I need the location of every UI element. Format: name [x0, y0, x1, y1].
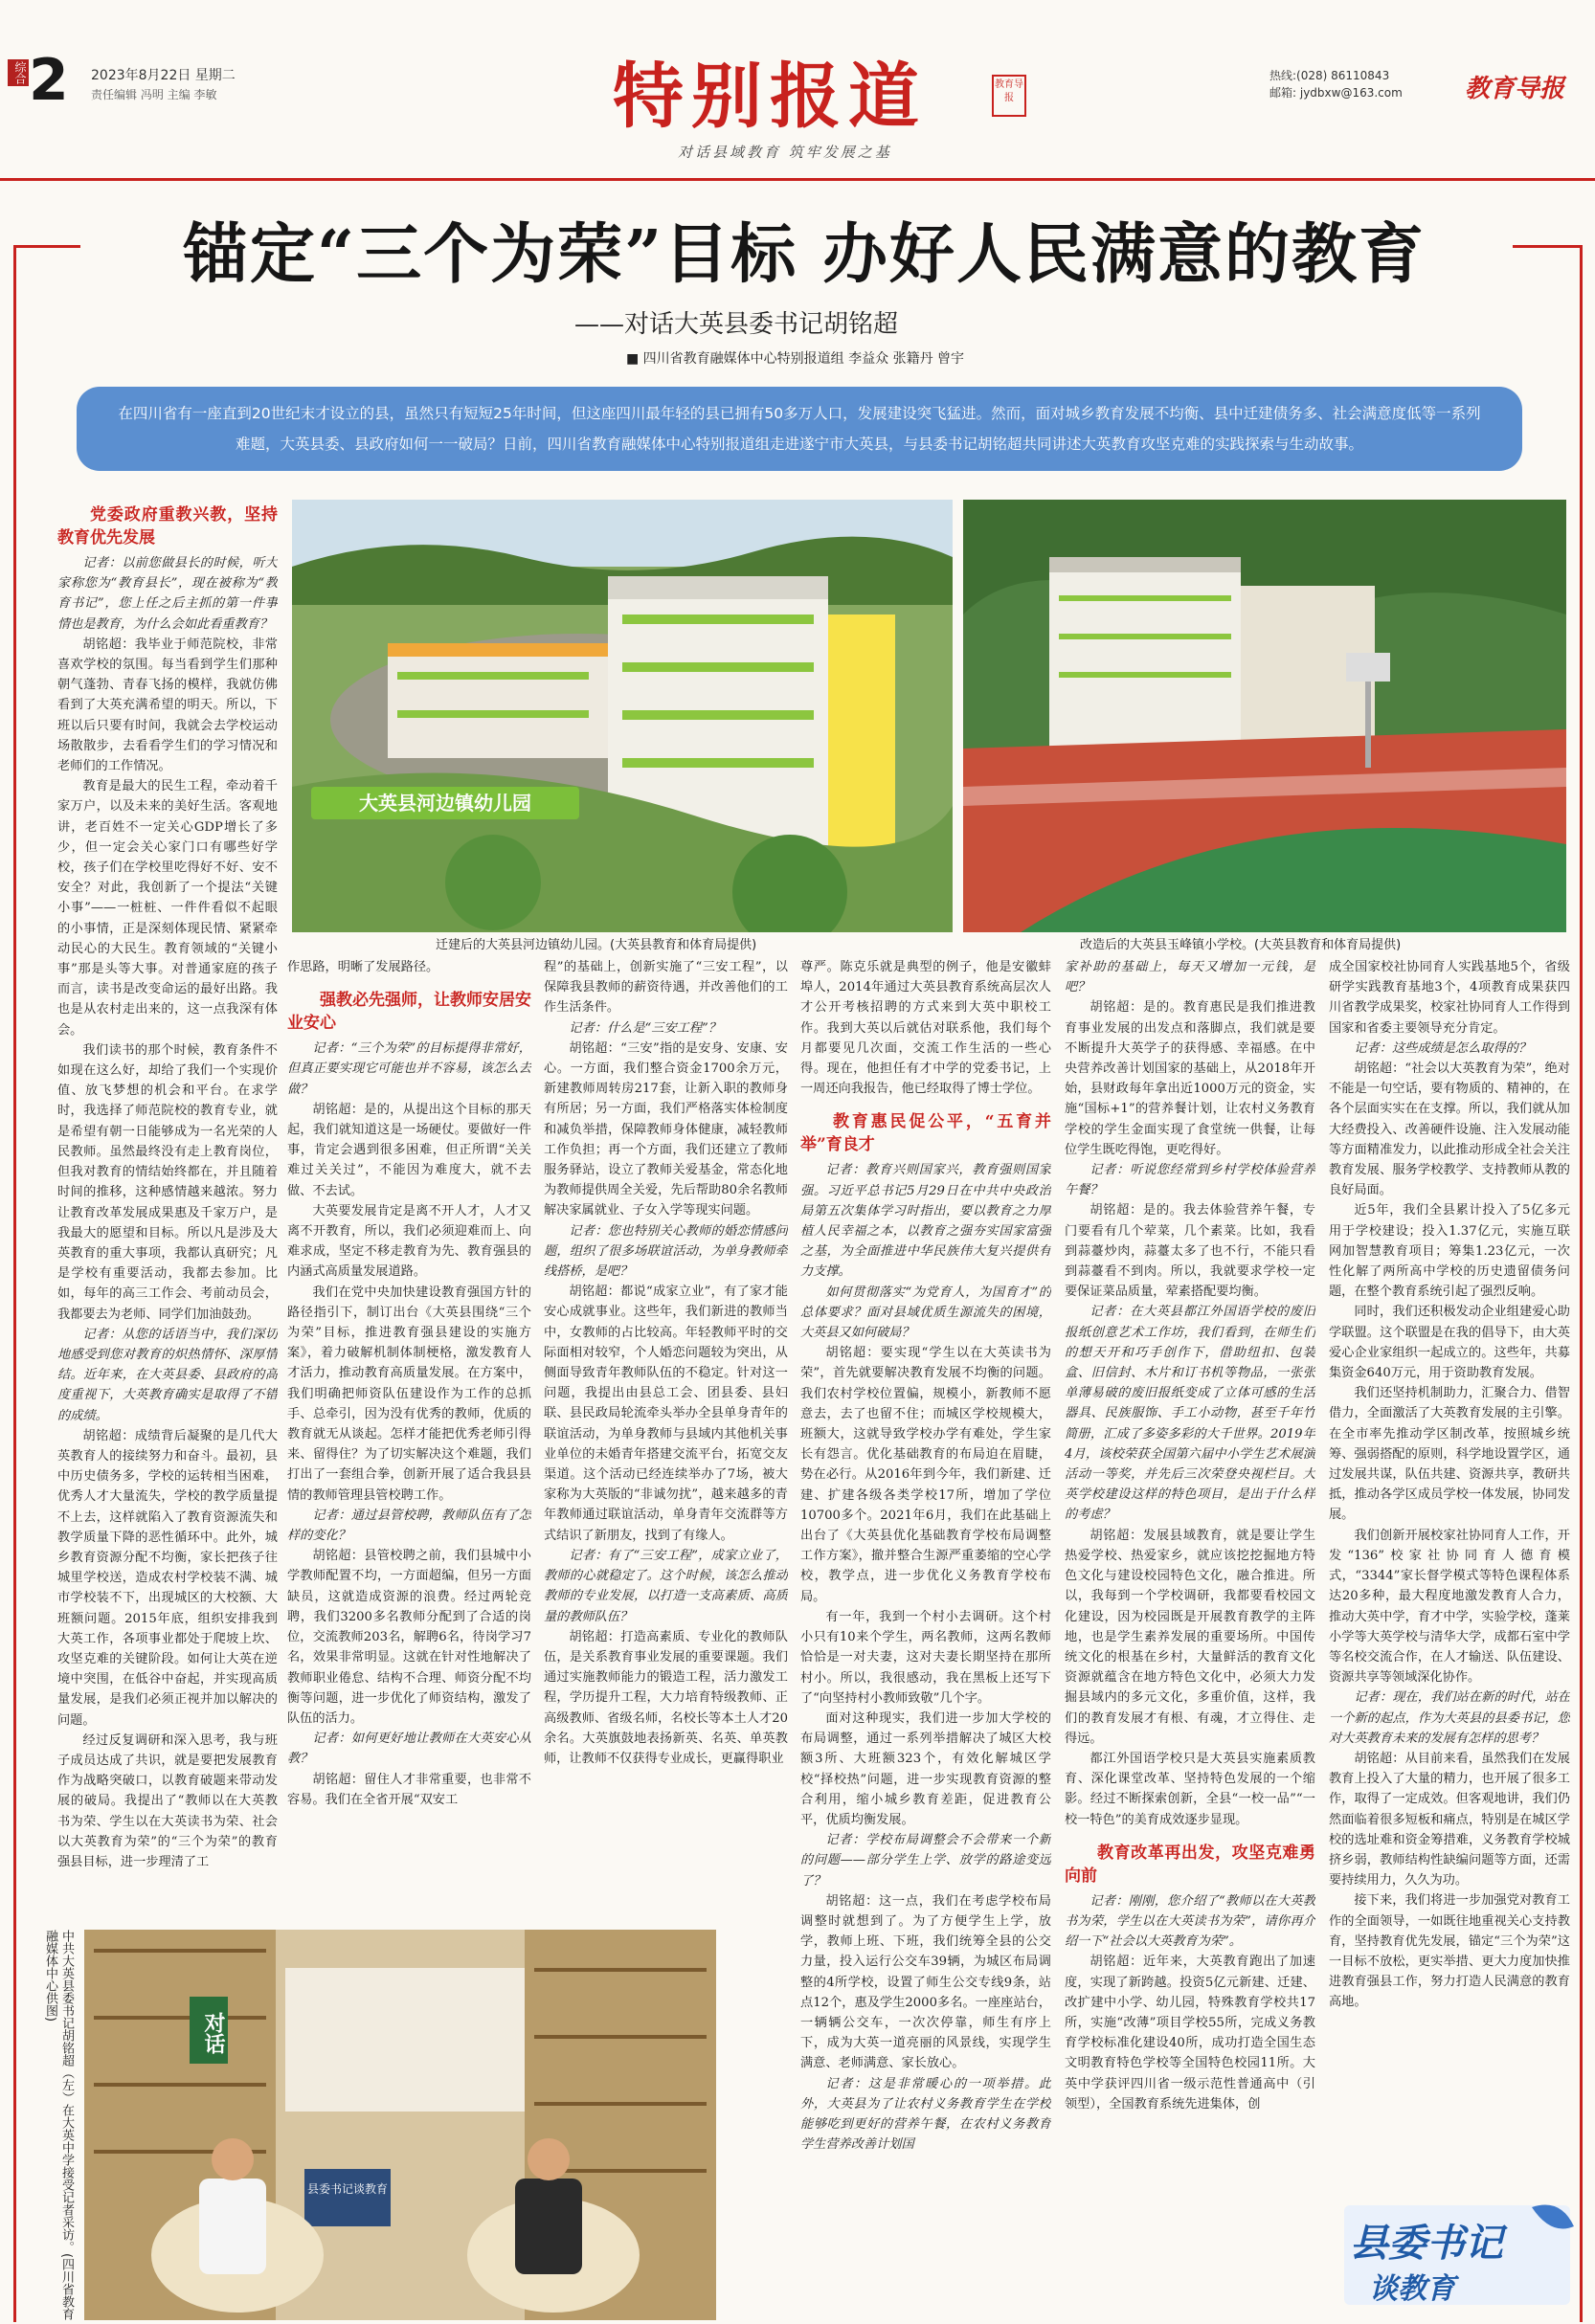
byline: ■ 四川省教育融媒体中心特别报道组 李益众 张籍丹 曾宇 [626, 351, 965, 367]
paragraph: 接下来，我们将进一步加强党对教育工作的全面领导，一如既往地重视关心支持教育，坚持教育优先发展，锚定“三个为荣”这一目标不放松，更实举措、更大力度加快推进教育强县工作，努力打造人民满意的教育高地。 [1329, 1893, 1570, 2010]
paragraph: 我们在党中央加快建设教育强国方针的路径指引下，制订出台《大英县围绕“三个为荣”目标，推进教育强县建设的实施方案》，着力破解机制体制梗格，激发教育人才活力，推动教育高质量发展。在方案中，我们明确把师资队伍建设作为工作的总抓手、总牵引，因为没有优秀的教师，优质的教育就无从谈起。怎样才能把优秀老师引得来、留得住？为了切实解决这个难题，我们打出了一套组合拳，创新开展了适合我县县情的教师管理县管校聘工作。 [287, 1285, 531, 1503]
stamp-line2: 谈教育 [1369, 2272, 1455, 2306]
answer: 胡铭超：近年来，大英教育跑出了加速度，实现了新跨越。投资5亿元新建、迁建、改扩建中小学、幼儿园，特殊教育学校共17所，实施“改薄”项目学校55所，完成义务教育学校标准化建设40所，成功打造全国生态文明教育特色学校等全国特色校园11所。大英中学获评四川省一级示范性普通高中（引领型），全国教育系统先进集体，创 [1065, 1955, 1315, 2112]
interview-banner: 对话 [190, 1997, 228, 2064]
question: 记者：刚刚，您介绍了“教师以在大英教书为荣，学生以在大英读书为荣”，请你再介绍一下“社会以大英教育为荣”。 [1065, 1893, 1315, 1950]
frame-top-left [13, 245, 80, 248]
column-title: 特别报道 [613, 56, 927, 138]
frame-left-border [13, 245, 16, 2322]
answer: 胡铭超：是的。教育惠民是我们推进教育事业发展的出发点和落脚点，我们就是要不断提升大英学子的获得感、幸福感。在中央营养改善计划国家的基础上，从2018年开始，县财政每年拿出近1000万元的资金，实施“国标+1”的营养餐计划，让农村义务教育学校的学生金面实现了食堂统一供餐，让每位学生既吃得饱，更吃得好。 [1065, 1000, 1315, 1157]
paragraph: 教育是最大的民生工程，牵动着千家万户，以及未来的美好生活。客观地讲，老百姓不一定关心GDP增长了多少，但一定会关心家门口有哪些好学校，孩子们在学校里吃得好不好、安不安全？对此，我创新了一个提法“关键小事”——一桩桩、一件件看似不起眼的小事情，正是深刻体现民情、紧紧牵动民心的大民生。教育领域的“关键小事”那是头等大事。对普通家庭的孩子而言，读书是改变命运的最好出路。我也是从农村走出来的，这一点我深有体会。 [57, 779, 278, 1038]
paragraph: 成全国家校社协同育人实践基地5个，省级研学实践教育基地3个，4项教育成果获四川省教学成果奖，校家社协同育人工作得到国家和省委主要领导充分肯定。 [1329, 960, 1570, 1036]
section-heading-1: 党委政府重教兴教，坚持教育优先发展 [57, 505, 278, 547]
answer: 胡铭超：县管校聘之前，我们县城中小学教师配置不均，一方面超编，但另一方面缺员，这就造成资源的浪费。经过两轮竞聘，我们3200多名教师分配到了合适的岗位，交流教师203名，解聘6名，待岗学习7名，效果非常明显。这就在针对性地解决了教师职业倦怠、结构不合理、师资分配不均衡等问题，进一步优化了师资结构，激发了队伍的活力。 [287, 1549, 531, 1726]
answer: 胡铭超：都说“成家立业”，有了家才能安心成就事业。这些年，我们新进的教师当中，女教师的占比较高。年轻教师平时的交际面相对较窄，个人婚恋问题较为突出，从侧面导致青年教师队伍的不稳定。针对这一问题，我提出由县总工会、团县委、县妇联、县民政局轮流牵头举办全县单身青年的联谊活动，为单身教师与县域内其他机关事业单位的未婚青年搭建交流平台，拓宽交友渠道。这个活动已经连续举办了7场，被大家称为大英版的“非诚勿扰”，越来越多的青年教师通过联谊活动，单身青年交流群等方式结识了新朋友，找到了有缘人。 [544, 1285, 788, 1543]
question: 家补助的基础上，每天又增加一元钱，是吧？ [1065, 960, 1315, 995]
answer: 胡铭超：这一点，我们在考虑学校布局调整时就想到了。为了方便学生上学，放学，教师上班、下班，我们统筹全县的公交力量，投入运行公交车39辆，为城区布局调整的4所学校，设置了师生公交专线9条，站点12个，惠及学生2000多名。一座座站台，一辆辆公交车，一次次停靠，师生有序上下，成为大英一道亮丽的风景线，实现学生满意、老师满意、家长放心。 [800, 1893, 1051, 2071]
column-subtitle: 对话县域教育 筑牢发展之基 [678, 144, 892, 161]
paragraph: 作思路，明晰了发展路径。 [287, 960, 439, 974]
kindergarten-photo [292, 500, 953, 932]
contact-phone: 热线:(028) 86110843 [1269, 69, 1390, 82]
subheadline: ——对话大英县委书记胡铭超 [574, 310, 899, 339]
paragraph: 有一年，我到一个村小去调研。这个村小只有10来个学生，两名教师，这两名教师恰恰是一对夫妻，这对夫妻长期坚持在那所村小。所以，我很感动，我在黑板上还写下了“向坚持村小教师致敬”几个字。 [800, 1609, 1051, 1706]
question: 记者：这些成绩是怎么取得的？ [1354, 1040, 1532, 1056]
question: 记者：现在，我们站在新的时代，站在一个新的起点，作为大英县的县委书记，您对大英教育未来的发展有怎样的思考？ [1329, 1690, 1570, 1746]
answer: 胡铭超：要实现“学生以在大英读书为荣”，首先就要解决教育发展不均衡的问题。我们农村学校位置偏，规模小，新教师不愿意去，去了也留不住；而城区学校规模大，班额大，这就导致学校办学有难处，学生家长有怨言。优化基础教育的布局迫在眉睫，势在必行。从2016年到今年，我们新建、迁建、扩建各级各类学校17所，增加了学位10700多个。2021年6月，我们在此基础上出台了《大英县优化基础教育学校布局调整工作方案》，撤并整合生源严重萎缩的空心学校，教学点，进一步优化义务教育学校布局。 [800, 1346, 1051, 1604]
column-stamp [1340, 2198, 1580, 2313]
paragraph: 我们还坚持机制助力，汇聚合力、借智借力，全面激活了大英教育发展的主引擎。在全市率先推动学区制改革，按照城乡统筹、强弱搭配的原则，科学地设置学区，通过发展共谋，队伍共建、资源共享，教研共抵，推动各学区成员学校一体发展，协同发展。 [1329, 1386, 1570, 1523]
article-column-5 [1065, 957, 1315, 2316]
paragraph: 我们创新开展校家社协同育人工作，开发“136”校家社协同育人德育模式，“3344”家长督学模式等特色课程体系达20多种，最大程度地激发教育人合力，推动大英中学，育才中学，实验学校，蓬莱小学等大英学校与清华大学，成都石室中学等名校交流合作，在人才输送、队伍建设、资源共享等领域深化协作。 [1329, 1528, 1570, 1686]
question: 记者：在大英县都江外国语学校的废旧报纸创意艺术工作坊，我们看到，在师生们的想天开和巧手创作下，借助纽扣、包装盒、旧信封、木片和订书机等物品，一张张单薄易破的废旧报纸变成了立体可感的生活器具、民族服饰、手工小动物，甚至千年竹简册，汇成了多姿多彩的大千世界。2019年4月，该校荣获全国第六届中小学生艺术展演活动一等奖，并先后三次荣登央视栏目。大英学校建设这样的特色项目，是出于什么样的考虑？ [1065, 1305, 1315, 1523]
intro-box: 在四川省有一座直到20世纪末才设立的县，虽然只有短短25年时间，但这座四川最年轻的县已拥有50多万人口，发展建设突飞猛进。然而，面对城乡教育发展不均衡、县中迁建债务多、社会满意度低等一系列难题，大英县委、县政府如何一一破局？日前，四川省教育融媒体中心特别报道组走进遂宁市大英县，与县委书记胡铭超共同讲述大英教育攻坚克难的实践探索与生动故事。 [77, 387, 1522, 471]
question: 记者：听说您经常到乡村学校体验营养午餐？ [1065, 1163, 1315, 1198]
photo2-caption: 改造后的大英县玉峰镇小学校。(大英县教育和体育局提供) [1080, 938, 1402, 952]
page-tag: 综合 [8, 59, 29, 86]
article-column-2 [287, 957, 531, 1924]
question: 记者：有了“三安工程”，成家立业了，教师的心就稳定了。这个时候，该怎么推动教师的专业发展，以打造一支高素质、高质量的教师队伍？ [544, 1548, 788, 1624]
answer: 胡铭超：是的。我去体验营养午餐，专门要看有几个荤菜，几个素菜。比如，我看到蒜薹炒肉，蒜薹太多了也不行，不能只看到蒜薹看不到肉。所以，我就要求学校一定要保证菜品质量，荤素搭配要均衡。 [1065, 1203, 1315, 1300]
paragraph: 同时，我们还积极发动企业组建爱心助学联盟。这个联盟是在我的倡导下，由大英爱心企业家组织一起成立的。这些年，共募集资金640万元，用于资助教育发展。 [1329, 1305, 1570, 1381]
article-column-1 [57, 498, 278, 1924]
paragraph: 尊严。陈克乐就是典型的例子，他是安徽蚌埠人，2014年通过大英县教育系统高层次人才公开考核招聘的方式来到大英中职校工作。我到大英以后就估对联系他，我们每个月都要见几次面，交流工作生活的一些心得。现在，他担任有才中学的党委书记，上一周还向我报告，他已经取得了博士学位。 [800, 960, 1051, 1097]
article-column-4 [800, 957, 1051, 2316]
section-heading-3: 教育惠民促公平，“五育并举”育良才 [800, 1112, 1051, 1155]
editor-credits: 责任编辑 冯明 主编 李敏 [91, 88, 217, 101]
question: 记者：以前您做县长的时候，听大家称您为“教育县长”，现在被称为“教育书记”，您上任之后主抓的第一件事情也是教育，为什么会如此看重教育？ [57, 556, 278, 632]
answer: 胡铭超：“三安”指的是安身、安康、安心。一方面，我们整合资金1700余万元，新建教师周转房217套，让新入职的教师身有所居；另一方面，我们严格落实体检制度和减负举措，保障教师身体健康，减轻教师工作负担；再一个方面，我们还建立了教师服务驿站，设立了教师关爱基金，常态化地为教师提供周全关爱，先后帮助80余名教师解决家属就业、子女入学等现实问题。 [544, 1040, 788, 1218]
headline: 锚定“三个为荣”目标 办好人民满意的教育 [183, 216, 1426, 293]
section-heading-4: 教育改革再出发，攻坚克难勇向前 [1065, 1843, 1315, 1886]
answer: 胡铭超：是的，从提出这个目标的那天起，我们就知道这是一场硬仗。要做好一件事，肯定会遇到很多困难，但正所谓“关关难过关关过”，不能因为难度大，就不去做、不去试。 [287, 1102, 531, 1198]
question: 记者：这是非常暖心的一项举措。此外，大英县为了让农村义务教育学生在学校能够吃到更好的营养午餐，在农村义务教育学生营养改善计划国 [800, 2076, 1051, 2153]
answer: 胡铭超：发展县域教育，就是要让学生热爱学校、热爱家乡，就应该挖挖掘地方特色文化与建设校园特色文化，融合推进。所以，我每到一个学校调研，我都要看校园文化建设，因为校园既是开展教育教学的主阵地，也是学生素养发展的重要场所。中国传统文化的根基在乡村，大量鲜活的教育文化资源就蕴含在地方特色文化中，必须大力发掘县域内的多元文化，多重价值，这样，我们的教育发展才有根、有魂，才立得住、走得远。 [1065, 1528, 1315, 1746]
kindergarten-sign: 大英县河边镇幼儿园 [359, 792, 531, 815]
question: 如何贯彻落实“为党育人，为国育才”的总体要求？面对县域优质生源流失的困境，大英县又如何破局？ [800, 1285, 1051, 1341]
question: 记者：通过县管校聘，教师队伍有了怎样的变化？ [287, 1508, 531, 1544]
contact-email: 邮箱: jydbxw@163.com [1269, 86, 1403, 100]
question: 记者：如何更好地让教师在大英安心从教？ [287, 1732, 531, 1767]
paragraph: 我们读书的那个时候，教育条件不如现在这么好，却给了我们一个实现价值、放飞梦想的机会和平台。在求学时，我选择了师范院校的教育专业，就是希望有朝一日能够成为一名光荣的人民教师。虽然最终没有走上教育岗位，但我对教育的情结始终都在，并且随着时间的推移，这种感情越来越浓。努力让教育改革发展成果惠及千家万户，是我最大的愿望和目标。所以凡是涉及大英教育的重大事项，我都认真研究；凡是学校有重要活动，我都去参加。比如，每年的高三工作会、考前动员会，我都要去为老师、同学们加油鼓劲。 [57, 1042, 278, 1322]
paragraph: 程”的基础上，创新实施了“三安工程”，以保障我县教师的薪资待遇，并改善他们的工作生活条件。 [544, 960, 788, 1016]
school-playground-photo [963, 500, 1566, 932]
question: 记者：什么是“三安工程”？ [569, 1020, 721, 1036]
answer: 胡铭超：从目前来看，虽然我们在发展教育上投入了大量的精力，也开展了很多工作，取得了一定成效。但客观地讲，我们仍然面临着很多短板和痛点，特别是在城区学校的选址难和资金筹措难，义务教育学校城挤乡弱，教师结构性缺编问题等方面，还需要持续用力，久久为功。 [1329, 1751, 1570, 1888]
section-heading-2: 强教必先强师，让教师安居安业安心 [287, 991, 531, 1034]
paragraph: 经过反复调研和深入思考，我与班子成员达成了共识，就是要把发展教育作为战略突破口，以教育破题来带动发展的破局。我提出了“教师以在大英教书为荣、学生以在大英读书为荣、社会以大英教育为荣”的“三个为荣”的教育强县目标，进一步理清了工 [57, 1732, 278, 1869]
frame-top-right [1513, 245, 1583, 248]
article-column-3 [544, 957, 788, 1924]
paragraph: 都江外国语学校只是大英县实施素质教育、深化课堂改革、坚持特色发展的一个缩影。经过不断探索创新，全县“一校一品”“一校一特色”的美育成效逐步显现。 [1065, 1751, 1315, 1827]
answer: 胡铭超：“社会以大英教育为荣”，绝对不能是一句空话，要有物质的、精神的，在各个层面实实在在支撑。所以，我们就从加大经费投入、改善硬件设施、注入发展动能等方面精准发力，以此推动形成全社会关注教育发展、服务学校教学、支持教师从教的良好局面。 [1329, 1061, 1570, 1198]
article-column-6 [1329, 957, 1570, 2192]
contact-info [1269, 67, 1403, 101]
answer: 胡铭超：成绩背后凝聚的是几代大英教育人的接续努力和奋斗。最初，县中历史债务多，学校的运转相当困难，优秀人才大量流失，学校的教学质量提不上去，这样就陷入了教育资源流失和教学质量下降的恶性循环中。此外，城乡教育资源分配不均衡，家长把孩子往城里学校送，造成农村学校装不满、城市学校装不下，出现城区的大校额、大班额问题。2015年底，组织安排我到大英工作，各项事业都处于爬坡上坎、攻坚克难的关键阶段。如何让大英在逆境中突围，在低谷中奋起，并实现高质量发展，是我们必须正视并加以解决的问题。 [57, 1428, 278, 1728]
question: 记者：从您的话语当中，我们深切地感受到您对教育的炽热情怀、深厚情结。近年来，在大英县委、县政府的高度重视下，大英教育确实是取得了不错的成绩。 [57, 1327, 278, 1423]
interview-photo [84, 1930, 716, 2320]
interview-backdrop-label: 县委书记谈教育 [306, 2182, 388, 2196]
answer: 胡铭超：留住人才非常重要，也非常不容易。我们在全省开展“双安工 [287, 1772, 531, 1807]
question: 记者：“三个为荣”的目标提得非常好，但真正要实现它可能也并不容易，该怎么去做？ [287, 1041, 531, 1097]
question: 记者：教育兴则国家兴，教育强则国家强。习近平总书记5月29日在中共中央政治局第五次集体学习时指出，要以教育之力厚植人民幸福之本，以教育之强夯实国家富强之基，为全面推进中华民族伟大复兴提供有力支撑。 [800, 1163, 1051, 1280]
header-rule [0, 178, 1595, 181]
paragraph: 面对这种现实，我们进一步加大学校的布局调整，通过一系列举措解决了城区大校额3所、大班额323个，有效化解城区学校“择校热”问题，进一步实现教育资源的整合利用，缩小城乡教育差距，促进教育公平，优质均衡发展。 [800, 1710, 1051, 1827]
frame-right-border [1580, 245, 1583, 2322]
newspaper-brand: 教育导报 [1465, 75, 1565, 103]
photo1-caption: 迁建后的大英县河边镇幼儿园。(大英县教育和体育局提供) [436, 938, 757, 952]
answer: 胡铭超：打造高素质、专业化的教师队伍，是关系教育事业发展的重要课题。我们通过实施教师能力的锻造工程，活力激发工程，学历提升工程，大力培育特级教师、正高级教师、省级名师，名校长等本土人才20余名。大英旗鼓地表扬新英、名英、单英教师，让教师不仅获得专业成长，更赢得职业 [544, 1629, 788, 1766]
page-number: 2 [29, 47, 69, 114]
issue-date: 2023年8月22日 星期二 [91, 68, 236, 83]
paragraph: 大英要发展肯定是离不开人才，人才又离不开教育，所以，我们必须迎难而上、向难求成，坚定不移走教育为先、教育强县的内涵式高质量发展道路。 [287, 1203, 531, 1280]
answer: 胡铭超：我毕业于师范院校，非常喜欢学校的氛围。每当看到学生们那种朝气蓬勃、青春飞扬的模样，我就仿佛看到了大英充满希望的明天。所以，下班以后只要有时间，我就会去学校运动场散散步，去看看学生们的学习情况和老师们的工作情况。 [57, 637, 278, 774]
stamp-line1: 县委书记 [1350, 2221, 1503, 2266]
paragraph: 近5年，我们全县累计投入了5亿多元用于学校建设；投入1.37亿元，实施互联网加智慧教育项目；筹集1.23亿元，一次性化解了两所高中学校的历史遗留债务问题，在整个教育系统引起了强烈反响。 [1329, 1203, 1570, 1300]
seal-stamp: 教育导报 [992, 75, 1026, 117]
question: 记者：您也特别关心教师的婚恋情感问题，组织了很多场联谊活动，为单身教师牵线搭桥，是吧？ [544, 1223, 788, 1280]
interview-photo-caption: 中共大英县委书记胡铭超（左）在大英中学接受记者采访。(四川省教育融媒体中心供图) [43, 1930, 74, 2321]
question: 记者：学校布局调整会不会带来一个新的问题——部分学生上学、放学的路途变远了？ [800, 1833, 1051, 1888]
